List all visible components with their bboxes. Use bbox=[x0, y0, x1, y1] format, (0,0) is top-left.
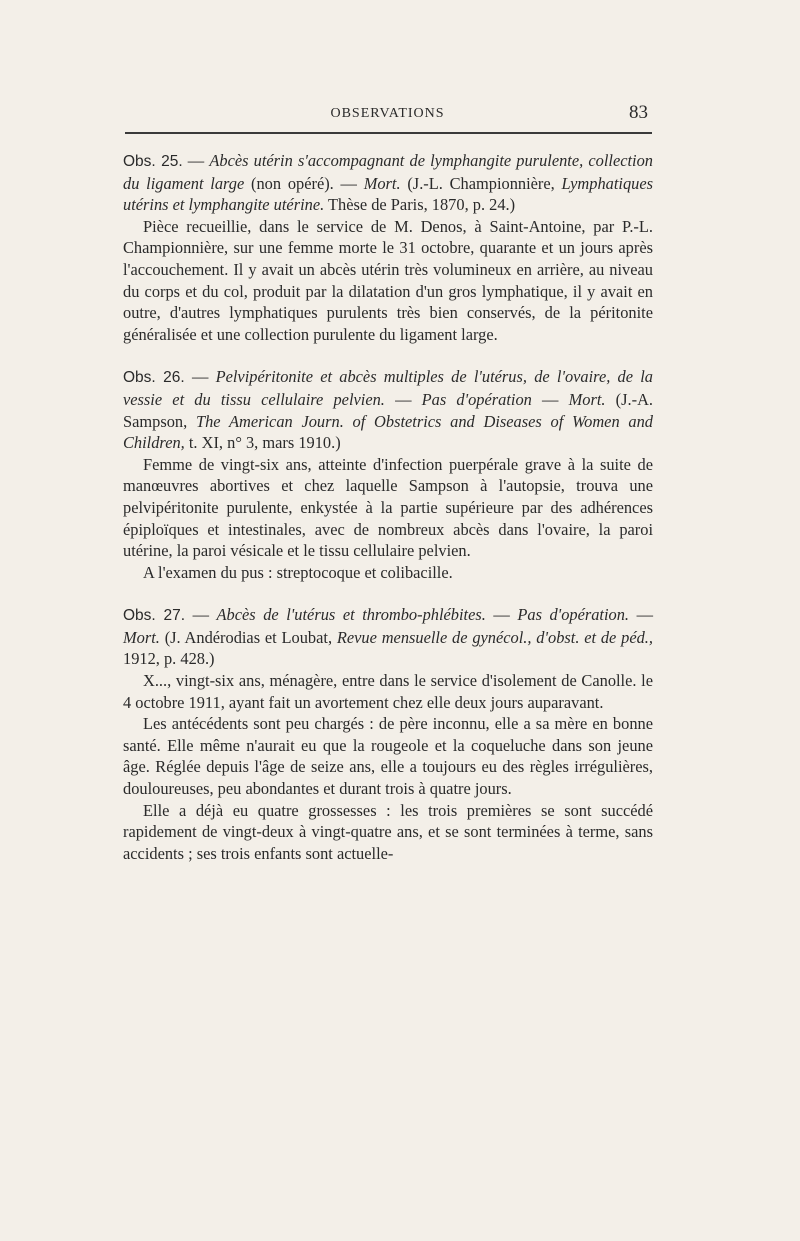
running-title: OBSERVATIONS bbox=[330, 106, 445, 121]
observation-paragraph: Pièce recueillie, dans le service de M. Denos, à Saint-Antoine, par P.-L. Championnière, sur une femme morte le 31 octobre, quarante et un jours après l'accouchement. Il y avait un abcès utérin très volumineux en arrière, au niveau du corps et du col, produit par la dilatation d'un gros lymphatique, il y avait en outre, d'autres lymphatiques purulents très bien conservés, de la péritonite généralisée et une collection purulente du ligament large. bbox=[123, 216, 653, 344]
observation-title-text: t. XI, n° 3, mars 1910.) bbox=[184, 433, 341, 453]
observation-title-italic: Revue mensuelle de gynécol., d'obst. et de péd., bbox=[336, 627, 653, 647]
observation-title-italic: Abcès utérin s'accompagnant de lymphangite purulente, collection du ligament large bbox=[123, 151, 653, 193]
observation-title-text: (non opéré). — bbox=[244, 173, 364, 193]
observation-title-text: — bbox=[182, 151, 210, 170]
observation-title-text: — bbox=[184, 367, 216, 387]
observation-block bbox=[123, 366, 653, 583]
observation-title-text: — bbox=[185, 605, 217, 625]
observation-heading bbox=[123, 366, 653, 453]
observation-title-italic: Mort. bbox=[568, 389, 606, 409]
observation-title-italic: Pas d'opération. bbox=[517, 605, 630, 625]
observation-label: Obs. 25. bbox=[123, 153, 183, 170]
observation-block bbox=[123, 604, 653, 864]
observation-title-italic: Mort. bbox=[363, 173, 401, 193]
observation-title-text: — bbox=[485, 605, 518, 625]
observation-paragraph: Les antécédents sont peu chargés : de père inconnu, elle a sa mère en bonne santé. Elle même n'aurait eu que la rougeole et la coqueluche dans son jeune âge. Réglée depuis l'âge de seize ans, elle a toujours eu des règles irrégulières, douloureuses, peu abondantes et durant trois à quatre jours. bbox=[123, 714, 653, 799]
page-number: 83 bbox=[629, 102, 648, 123]
observation-block bbox=[123, 150, 653, 345]
observation-title-italic: Pas d'opération bbox=[421, 389, 532, 409]
running-header bbox=[125, 100, 650, 130]
observation-title-text: — bbox=[629, 605, 653, 625]
observation-title-italic: Lymphatiques utérins et lymphangite utérine. bbox=[123, 173, 654, 215]
observation-title-text: (J.-A. Sampson, bbox=[123, 389, 654, 431]
header-rule bbox=[125, 132, 652, 134]
observation-paragraph: X..., vingt-six ans, ménagère, entre dans le service d'isolement de Canolle. le 4 octobre 1911, ayant fait un avortement chez elle deux jours auparavant. bbox=[123, 671, 653, 712]
observation-title-text: Thèse de Paris, 1870, p. 24.) bbox=[324, 195, 516, 215]
observation-paragraph: Elle a déjà eu quatre grossesses : les trois premières se sont succédé rapidement de vingt-deux à vingt-quatre ans, et se sont terminées à terme, sans accidents ; ses trois enfants sont actuelle- bbox=[123, 800, 653, 863]
observation-title-italic: Mort. bbox=[123, 627, 160, 647]
observation-title-text: — bbox=[531, 389, 569, 409]
observation-heading bbox=[123, 150, 653, 216]
observation-title-text: (J.-L. Championnière, bbox=[400, 173, 562, 193]
observation-title-italic: Pelvipéritonite et abcès multiples de l'utérus, de l'ovaire, de la vessie et du tissu cellulaire pelvien. bbox=[123, 367, 653, 409]
observation-title-text: (J. Andérodias et Loubat, bbox=[159, 627, 337, 647]
observation-title-italic: The American Journ. of Obstetrics and Diseases of Women and Children, bbox=[123, 411, 653, 453]
observation-paragraph: A l'examen du pus : streptocoque et colibacille. bbox=[143, 562, 453, 582]
page-body bbox=[123, 150, 653, 864]
observation-title-text: 1912, p. 428.) bbox=[123, 649, 215, 669]
observation-heading bbox=[123, 604, 653, 670]
observation-label: Obs. 27. bbox=[123, 607, 186, 625]
observation-title-text: — bbox=[384, 389, 422, 409]
observation-title-italic: Abcès de l'utérus et thrombo-phlébites. bbox=[216, 605, 486, 625]
observation-label: Obs. 26. bbox=[123, 369, 185, 387]
observation-paragraph: Femme de vingt-six ans, atteinte d'infection puerpérale grave à la suite de manœuvres abortives et chez laquelle Sampson à l'autopsie, trouva une pelvipéritonite purulente, enkystée à la partie supérieure par des adhérences épiploïques et intestinales, avec de nombreux abcès dans l'ovaire, la paroi utérine, la paroi vésicale et le tissu cellulaire pelvien. bbox=[123, 454, 653, 561]
